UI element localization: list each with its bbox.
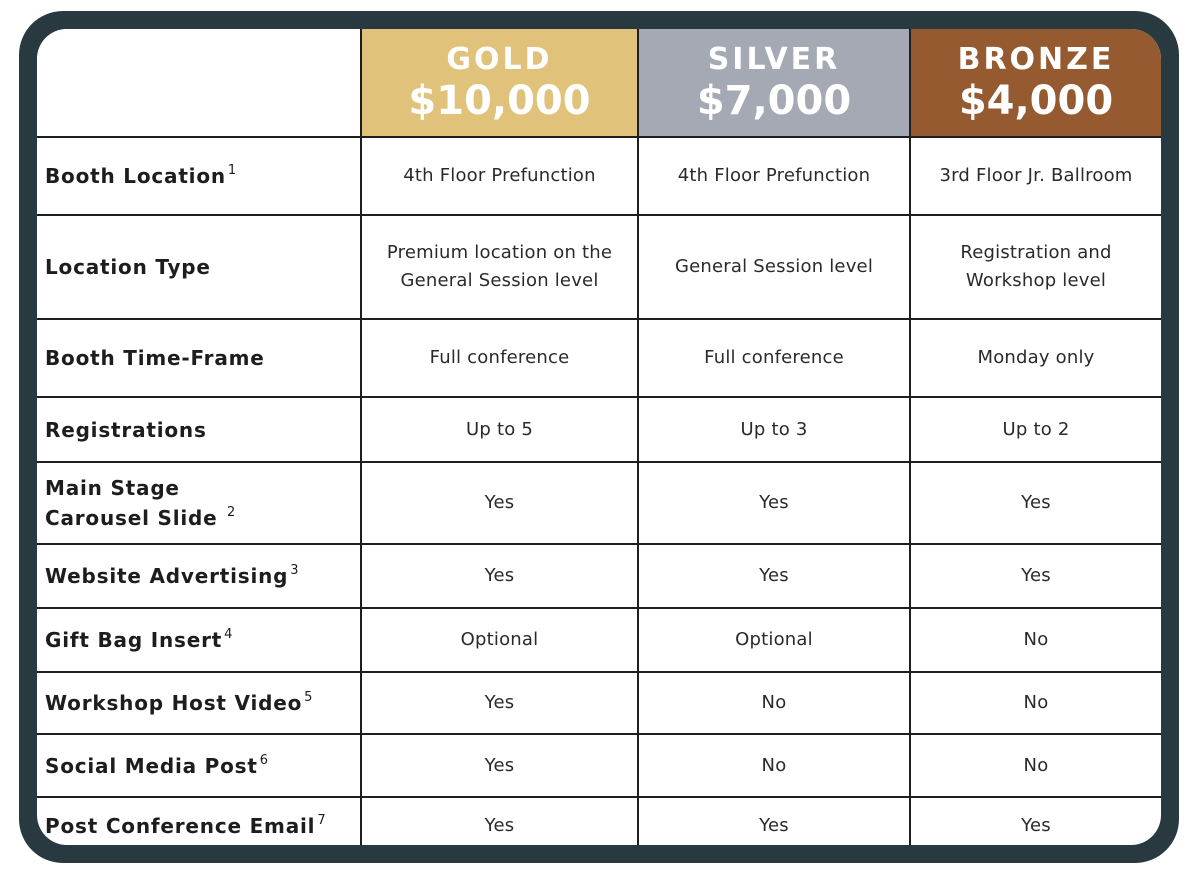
header-row <box>37 29 1161 137</box>
cell-gold: Yes <box>361 734 638 797</box>
footnote-marker: 4 <box>224 627 234 642</box>
cell-gold: Yes <box>361 462 638 544</box>
table-row <box>37 672 1161 734</box>
row-label: Booth Time-Frame <box>37 319 361 397</box>
table-frame <box>19 11 1179 863</box>
cell-bronze: 3rd Floor Jr. Ballroom <box>910 137 1161 215</box>
footnote-marker: 6 <box>259 752 269 768</box>
cell-gold: Premium location on the General Session level <box>361 215 638 319</box>
row-label: Website Advertising $^3$ <box>37 544 361 608</box>
tier-header-bronze <box>910 29 1161 137</box>
tier-header-gold <box>361 29 638 137</box>
cell-silver: No <box>638 672 910 734</box>
table-row <box>37 137 1161 215</box>
cell-silver: Full conference <box>638 319 910 397</box>
cell-bronze: Registration and Workshop level <box>910 215 1161 319</box>
tier-price: $4,000 <box>958 77 1114 124</box>
cell-bronze: Yes <box>910 797 1161 845</box>
cell-gold: Yes <box>361 797 638 845</box>
table-row <box>37 544 1161 608</box>
sponsorship-table <box>37 29 1161 845</box>
table-row <box>37 215 1161 319</box>
footnote-marker: 7 <box>317 812 327 828</box>
cell-bronze: No <box>910 608 1161 672</box>
footnote-marker: 5 <box>304 690 314 705</box>
row-label: Post Conference Email $^7$ <box>37 797 361 845</box>
cell-silver: Up to 3 <box>638 397 910 462</box>
cell-silver: No <box>638 734 910 797</box>
cell-bronze: Yes <box>910 462 1161 544</box>
table-card <box>37 29 1161 845</box>
table-row <box>37 797 1161 845</box>
corner-cell <box>37 29 361 137</box>
table-row <box>37 462 1161 544</box>
cell-gold: Up to 5 <box>361 397 638 462</box>
table-row <box>37 734 1161 797</box>
tier-price: $10,000 <box>408 77 591 124</box>
tier-price: $7,000 <box>696 77 852 124</box>
cell-silver: Optional <box>638 608 910 672</box>
footnote-marker: 1 <box>227 163 237 178</box>
cell-gold: Yes <box>361 544 638 608</box>
cell-gold: Yes <box>361 672 638 734</box>
row-label: Gift Bag Insert $^4$ <box>37 608 361 672</box>
tier-name: GOLD <box>446 41 553 77</box>
cell-silver: Yes <box>638 797 910 845</box>
table-row <box>37 319 1161 397</box>
row-label: Workshop Host Video $^5$ <box>37 672 361 734</box>
table-row <box>37 397 1161 462</box>
footnote-marker: 2 <box>227 505 237 520</box>
cell-silver: General Session level <box>638 215 910 319</box>
tier-name: SILVER <box>707 41 841 77</box>
tier-name: BRONZE <box>957 41 1115 77</box>
footnote-marker: 3 <box>290 563 300 578</box>
row-label: Social Media Post $^6$ <box>37 734 361 797</box>
cell-bronze: Monday only <box>910 319 1161 397</box>
cell-bronze: No <box>910 672 1161 734</box>
cell-gold: Full conference <box>361 319 638 397</box>
row-label: Main Stage Carousel Slide $^2$ <box>37 462 361 544</box>
cell-gold: Optional <box>361 608 638 672</box>
row-label: Registrations <box>37 397 361 462</box>
tier-header-silver <box>638 29 910 137</box>
table-row <box>37 608 1161 672</box>
cell-bronze: Up to 2 <box>910 397 1161 462</box>
cell-bronze: No <box>910 734 1161 797</box>
cell-gold: 4th Floor Prefunction <box>361 137 638 215</box>
cell-silver: Yes <box>638 462 910 544</box>
cell-silver: Yes <box>638 544 910 608</box>
cell-silver: 4th Floor Prefunction <box>638 137 910 215</box>
row-label: Booth Location $^1$ <box>37 137 361 215</box>
row-label: Location Type <box>37 215 361 319</box>
cell-bronze: Yes <box>910 544 1161 608</box>
